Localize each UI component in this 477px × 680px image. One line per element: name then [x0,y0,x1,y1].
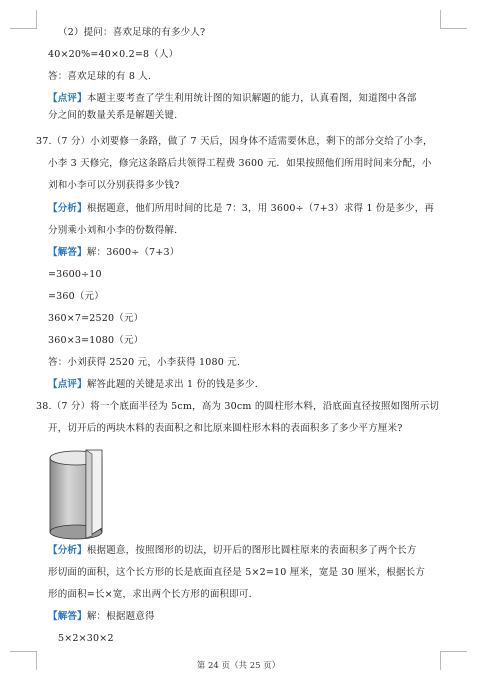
q37-comment-text: 解答此题的关键是求出 1 份的钱是多少. [86,379,258,390]
part2-answer: 答：喜欢足球的有 8 人. [48,71,152,82]
solution-tag: 【解答】 [48,611,87,622]
q37-analysis-line2: 分别乘小刘和小李的份数得解. [48,225,178,236]
q37-step2: =360（元） [48,291,104,302]
q38-solution-text: 解：根据题意得 [86,611,155,622]
q37-solution-text: 解：3600÷（7+3） [86,247,180,258]
q38-analysis-text1: 根据题意，按照图形的切法，切开后的图形比圆柱原来的表面积多了两个长方 [86,545,417,556]
q38-line1: 38.（7 分）将一个底面半径为 5cm，高为 30cm 的圆柱形木料，沿底面直径按照如图所示切 [36,401,440,412]
comment36-line1 [48,93,417,105]
q37-step4: 360×3=1080（元） [48,335,144,346]
solution-tag: 【解答】 [48,247,87,258]
cut-face [86,450,92,538]
q38-step1: 5×2×30×2 [58,633,114,644]
analysis-tag: 【分析】 [48,545,87,556]
comment36-line2: 分之间的数量关系是解题关键. [48,110,178,121]
comment-tag: 【点评】 [48,379,87,390]
q37-step3: 360×7=2520（元） [48,313,144,324]
q38-solution-head [48,611,155,623]
q38-analysis-line1 [48,545,417,557]
part2-question: （2）提问：喜欢足球的有多少人? [58,27,206,38]
comment-tag: 【点评】 [48,93,87,104]
q37-line1: 37.（7 分）小刘要修一条路，做了 7 天后，因身体不适需要休息，剩下的部分交给了小李， [36,136,433,147]
crop-mark-top-right [440,10,467,29]
q37-comment [48,379,258,391]
q37-solution-head [48,247,179,259]
q37-line3: 刘和小李可以分别获得多少钱? [48,180,180,191]
q37-analysis-line1 [48,203,434,215]
page-footer: 第 24 页（共 25 页） [196,661,281,671]
q37-step1: =3600÷10 [48,269,102,280]
q37-analysis-text1: 根据题意，他们所用时间的比是 7：3，用 3600÷（7+3）求得 1 份是多少，再 [86,203,435,214]
part2-calc: 40×20%=40×0.2=8（人） [48,49,179,60]
q38-line2: 开，切开后的两块木料的表面积之和比原来圆柱形木料的表面积多了多少平方厘米? [48,423,403,434]
q37-line2: 小李 3 天修完，修完这条路后共领得工程费 3600 元．如果按照他们所用时间来分配，小 [48,158,432,169]
q38-analysis-line2: 形切面的面积，这个长方形的长是底面直径是 5×2=10 厘米，宽是 30 厘米，根据长方 [48,567,426,578]
crop-mark-top-left [10,10,37,29]
comment36-text1: 本题主要考查了学生利用统计图的知识解题的能力，认真看图，知道图中各部 [86,93,417,104]
q37-answer: 答：小刘获得 2520 元，小李获得 1080 元. [48,357,241,368]
analysis-tag: 【分析】 [48,203,87,214]
cut-cylinder-figure [46,448,116,544]
q38-analysis-line3: 形的面积=长×宽，求出两个长方形的面积即可. [48,589,252,600]
